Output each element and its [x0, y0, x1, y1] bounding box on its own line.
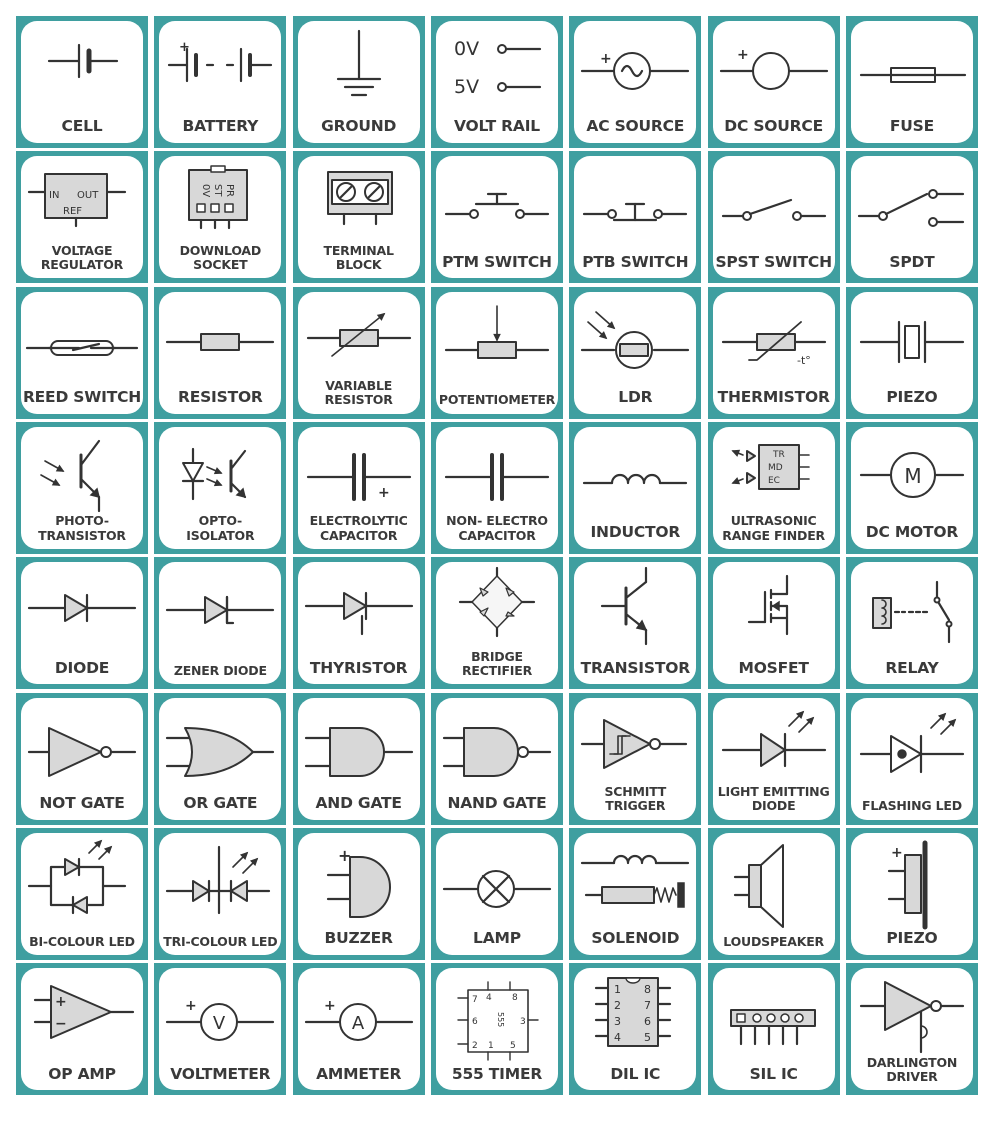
symbol-card [21, 21, 143, 143]
symbol-label-line: MOSFET [738, 658, 809, 677]
svg-text:V: V [213, 1013, 226, 1035]
symbol-label [159, 795, 281, 813]
symbol-label-line: SPDT [889, 252, 935, 271]
symbol-tile [154, 16, 286, 148]
symbol-tile [154, 151, 286, 283]
symbol-label-line: OPTO- [198, 513, 243, 529]
symbol-tile [708, 16, 840, 148]
symbol-label-line: REGULATOR [40, 256, 124, 272]
symbol-label-line: THERMISTOR [717, 387, 830, 406]
symbol-label-line: VARIABLE [325, 377, 393, 393]
symbol-label-line: DARLINGTON [866, 1054, 958, 1070]
symbol-card [159, 156, 281, 278]
symbol-card [21, 156, 143, 278]
symbol-label-line: AND GATE [315, 793, 402, 812]
svg-text:8: 8 [644, 983, 652, 997]
symbol-tile [431, 16, 563, 148]
symbol-card [713, 427, 835, 549]
symbol-tile [154, 557, 286, 689]
symbol-label-line: CAPACITOR [458, 527, 536, 543]
symbol-label [574, 660, 696, 678]
symbol-label [436, 393, 558, 407]
symbol-label [159, 389, 281, 407]
symbol-label [574, 930, 696, 948]
svg-text:IN: IN [49, 190, 60, 202]
symbol-card [21, 968, 143, 1090]
symbol-label [298, 1066, 420, 1084]
symbol-label [21, 514, 143, 543]
symbol-tile [846, 693, 978, 825]
symbol-card [851, 698, 973, 820]
symbol-tile [708, 422, 840, 554]
symbol-label-line: PIEZO [886, 387, 938, 406]
symbol-label [159, 935, 281, 949]
symbol-label-line: RELAY [885, 658, 939, 677]
symbol-label-line: FUSE [889, 117, 935, 136]
symbol-card [574, 427, 696, 549]
svg-text:2: 2 [471, 1041, 478, 1052]
svg-text:4: 4 [614, 1031, 622, 1045]
symbol-tile [846, 16, 978, 148]
symbol-label-line: BUZZER [324, 929, 393, 948]
symbol-card [21, 698, 143, 820]
symbol-label-line: BATTERY [182, 117, 259, 136]
symbol-card [298, 21, 420, 143]
symbol-card [436, 562, 558, 684]
symbol-card [298, 833, 420, 955]
symbol-label [713, 118, 835, 136]
symbol-card [298, 562, 420, 684]
symbol-label [713, 785, 835, 814]
symbol-card [713, 21, 835, 143]
symbol-label-line: BLOCK [335, 256, 382, 272]
symbol-tile [708, 693, 840, 825]
symbol-card [574, 968, 696, 1090]
symbol-card [298, 427, 420, 549]
symbol-label [713, 935, 835, 949]
symbol-label-line: VOLTMETER [170, 1064, 271, 1083]
symbol-label [436, 795, 558, 813]
symbol-card [574, 292, 696, 414]
symbol-card [436, 21, 558, 143]
svg-text:0V: 0V [453, 38, 480, 60]
symbol-card [159, 427, 281, 549]
symbol-card [574, 698, 696, 820]
symbol-label-line: INDUCTOR [590, 523, 681, 542]
symbol-label-line: LAMP [473, 929, 521, 948]
symbol-card [159, 562, 281, 684]
symbol-card [436, 833, 558, 955]
svg-text:REF: REF [63, 206, 83, 218]
symbol-label [713, 514, 835, 543]
symbol-label-line: TRANSISTOR [580, 658, 690, 677]
symbol-tile [293, 422, 425, 554]
symbol-tile [708, 828, 840, 960]
svg-text:A: A [351, 1013, 364, 1035]
symbol-card [851, 156, 973, 278]
symbol-tile [16, 287, 148, 419]
symbol-label [436, 650, 558, 679]
symbol-card [713, 833, 835, 955]
symbol-label [298, 514, 420, 543]
symbol-tile [16, 963, 148, 1095]
symbol-label-line: DIODE [751, 798, 796, 814]
svg-text:PR: PR [224, 184, 236, 198]
symbol-tile [293, 287, 425, 419]
symbol-label [713, 254, 835, 272]
symbol-label [21, 795, 143, 813]
symbol-label-line: PHOTO- [55, 513, 109, 529]
symbol-tile [16, 693, 148, 825]
svg-text:8: 8 [511, 993, 518, 1004]
svg-text:7: 7 [644, 999, 652, 1013]
symbol-label [21, 389, 143, 407]
symbol-label-line: CELL [61, 117, 103, 136]
symbol-label-line: ZENER DIODE [173, 663, 267, 679]
symbol-card [436, 292, 558, 414]
symbol-tile [431, 963, 563, 1095]
symbol-card [851, 292, 973, 414]
symbol-label [713, 660, 835, 678]
symbol-card [436, 156, 558, 278]
svg-text:5: 5 [644, 1031, 652, 1045]
symbol-label-line: DIODE [54, 658, 110, 677]
symbol-tile [154, 422, 286, 554]
symbol-label [851, 1056, 973, 1085]
symbol-label-line: SOLENOID [591, 929, 680, 948]
symbol-label-line: ULTRASONIC [730, 513, 817, 529]
symbol-label-line: NOT GATE [39, 793, 125, 812]
svg-text:−: − [55, 1016, 67, 1033]
symbol-tile [293, 557, 425, 689]
symbol-tile [846, 422, 978, 554]
symbol-label [574, 118, 696, 136]
symbol-label [21, 244, 143, 273]
symbol-label-line: BRIDGE [471, 648, 523, 664]
symbol-label [21, 1066, 143, 1084]
symbol-label-line: TERMINAL [323, 242, 394, 258]
symbol-card [574, 21, 696, 143]
symbol-label-line: LOUDSPEAKER [723, 933, 824, 949]
symbol-tile [708, 557, 840, 689]
svg-text:3: 3 [614, 1015, 622, 1029]
svg-text:+: + [179, 40, 191, 55]
symbol-card [851, 833, 973, 955]
symbol-tile [16, 16, 148, 148]
symbol-label-line: RESISTOR [177, 387, 263, 406]
symbol-card [21, 427, 143, 549]
symbol-label [298, 244, 420, 273]
symbol-label-line: REED SWITCH [22, 387, 142, 406]
symbol-label-line: TRIGGER [605, 798, 666, 814]
symbol-card [298, 698, 420, 820]
symbol-tile [16, 557, 148, 689]
symbol-tile [293, 963, 425, 1095]
symbol-label-line: NAND GATE [447, 793, 547, 812]
symbol-label-line: VOLTAGE [51, 242, 113, 258]
svg-text:6: 6 [471, 1017, 478, 1028]
symbol-label-line: NON- ELECTRO [446, 513, 548, 529]
svg-text:M: M [904, 464, 922, 489]
symbol-tile [431, 422, 563, 554]
svg-text:7: 7 [471, 995, 478, 1006]
symbol-label-line: RESISTOR [324, 392, 393, 408]
symbol-tile [846, 151, 978, 283]
symbol-label [713, 389, 835, 407]
symbol-label-line: POTENTIOMETER [438, 392, 556, 408]
symbol-label [574, 389, 696, 407]
symbol-card [436, 698, 558, 820]
symbol-tile [846, 557, 978, 689]
symbol-label [298, 379, 420, 408]
symbol-label [159, 1066, 281, 1084]
symbol-label-line: AMMETER [316, 1064, 402, 1083]
symbol-label-line: LDR [618, 387, 653, 406]
symbol-label-line: ISOLATOR [186, 527, 255, 543]
symbol-label-line: PIEZO [886, 929, 938, 948]
symbol-tile [154, 963, 286, 1095]
symbol-tile [293, 16, 425, 148]
symbol-label [436, 514, 558, 543]
symbol-tile [569, 287, 701, 419]
svg-text:+: + [55, 994, 67, 1011]
svg-text:0V: 0V [200, 184, 212, 198]
symbol-card [713, 968, 835, 1090]
svg-text:ST: ST [212, 184, 224, 197]
symbol-label [851, 524, 973, 542]
svg-text:+: + [377, 485, 390, 502]
symbol-label-line: BI-COLOUR LED [29, 933, 135, 949]
symbol-label-line: DC SOURCE [724, 117, 823, 136]
symbol-label-line: THYRISTOR [309, 658, 408, 677]
symbol-label-line: DOWNLOAD [179, 242, 262, 258]
symbol-card [159, 833, 281, 955]
symbol-tile [569, 557, 701, 689]
symbol-label-line: LIGHT EMITTING [717, 784, 830, 799]
symbol-tile [569, 963, 701, 1095]
symbol-label-line: ELECTROLYTIC [309, 513, 408, 529]
symbol-label [298, 930, 420, 948]
symbol-label [436, 118, 558, 136]
symbol-label-line: DRIVER [886, 1069, 938, 1085]
symbol-label [159, 244, 281, 273]
symbol-tile [431, 557, 563, 689]
svg-text:TR: TR [772, 450, 785, 461]
symbol-label-line: OP AMP [48, 1064, 116, 1083]
symbol-card [713, 292, 835, 414]
symbol-label [436, 1066, 558, 1084]
symbol-label [851, 118, 973, 136]
symbol-label-line: 555 TIMER [451, 1064, 543, 1083]
symbol-label-line: OR GATE [183, 793, 258, 812]
symbol-label-line: SIL IC [749, 1064, 798, 1083]
svg-text:-t°: -t° [796, 353, 811, 367]
symbol-tile [293, 151, 425, 283]
symbol-tile [431, 151, 563, 283]
svg-text:+: + [600, 51, 613, 67]
symbol-label [436, 930, 558, 948]
symbol-card [713, 156, 835, 278]
svg-text:EC: EC [767, 476, 780, 487]
svg-text:555: 555 [495, 1012, 505, 1028]
symbol-label [159, 118, 281, 136]
symbol-card [298, 156, 420, 278]
symbol-card [21, 833, 143, 955]
symbol-card [159, 292, 281, 414]
symbol-label [851, 660, 973, 678]
symbol-card [436, 968, 558, 1090]
symbol-label-line: DIL IC [610, 1064, 661, 1083]
symbol-label [574, 1066, 696, 1084]
symbol-label-line: AC SOURCE [586, 117, 685, 136]
symbol-label-line: SPST SWITCH [715, 252, 832, 271]
symbol-label [713, 1066, 835, 1084]
symbol-tile [154, 693, 286, 825]
symbol-card [713, 562, 835, 684]
symbol-label [298, 118, 420, 136]
symbol-label-line: VOLT RAIL [454, 117, 540, 136]
symbol-tile [569, 422, 701, 554]
symbol-card [159, 968, 281, 1090]
symbol-card [21, 292, 143, 414]
symbol-label-line: PTM SWITCH [442, 252, 552, 271]
symbol-card [574, 562, 696, 684]
symbol-tile [293, 828, 425, 960]
symbol-tile [569, 151, 701, 283]
symbol-tile [154, 828, 286, 960]
symbol-label-line: TRI-COLOUR LED [163, 933, 278, 949]
symbol-label-line: SCHMITT [604, 784, 667, 799]
symbol-tile [16, 422, 148, 554]
svg-text:+: + [890, 845, 903, 862]
symbol-tile [431, 693, 563, 825]
symbol-card [574, 156, 696, 278]
symbol-card [851, 21, 973, 143]
symbol-tile [846, 963, 978, 1095]
symbol-label [851, 930, 973, 948]
symbol-card [298, 968, 420, 1090]
symbol-card [159, 698, 281, 820]
svg-text:+: + [185, 998, 198, 1015]
symbol-label-line: TRANSISTOR [38, 527, 126, 543]
symbol-label [21, 935, 143, 949]
symbol-tile [569, 693, 701, 825]
symbol-tile [154, 287, 286, 419]
symbol-card [21, 562, 143, 684]
symbol-card [851, 427, 973, 549]
svg-text:MD: MD [767, 463, 783, 474]
symbol-label-line: RECTIFIER [461, 663, 533, 679]
symbol-label [851, 389, 973, 407]
symbol-card [298, 292, 420, 414]
symbol-label-line: GROUND [321, 117, 397, 136]
svg-text:OUT: OUT [77, 190, 99, 202]
symbol-tile [569, 16, 701, 148]
symbol-tile [708, 287, 840, 419]
symbol-label-line: RANGE FINDER [722, 527, 825, 543]
svg-text:+: + [736, 47, 749, 63]
symbol-label [851, 254, 973, 272]
symbol-card [436, 427, 558, 549]
symbol-label [298, 660, 420, 678]
symbol-label [436, 254, 558, 272]
symbol-card [851, 968, 973, 1090]
svg-text:5V: 5V [453, 76, 480, 98]
symbol-tile [846, 287, 978, 419]
symbol-label [159, 514, 281, 543]
svg-text:+: + [337, 846, 352, 866]
svg-text:5: 5 [509, 1041, 516, 1052]
symbol-label [574, 524, 696, 542]
svg-text:+: + [323, 998, 336, 1015]
symbol-tile [708, 963, 840, 1095]
symbol-label-line: DC MOTOR [865, 523, 959, 542]
symbol-tile [16, 151, 148, 283]
svg-text:4: 4 [485, 993, 492, 1004]
svg-text:6: 6 [644, 1015, 652, 1029]
symbol-card [159, 21, 281, 143]
symbol-tile [431, 287, 563, 419]
symbol-label [159, 664, 281, 678]
symbol-tile [16, 828, 148, 960]
symbol-label-line: FLASHING LED [862, 798, 962, 814]
symbol-label [298, 795, 420, 813]
symbol-label-line: PTB SWITCH [582, 252, 689, 271]
symbol-label [21, 660, 143, 678]
symbol-label-line: CAPACITOR [319, 527, 398, 543]
svg-text:1: 1 [614, 983, 622, 997]
symbol-label-line: SOCKET [193, 256, 248, 272]
symbol-label [21, 118, 143, 136]
symbol-tile [569, 828, 701, 960]
symbol-card [713, 698, 835, 820]
symbol-label [574, 254, 696, 272]
svg-text:3: 3 [519, 1017, 526, 1028]
symbol-label [851, 799, 973, 813]
symbol-label [574, 785, 696, 814]
symbol-tile [293, 693, 425, 825]
symbol-tile [708, 151, 840, 283]
svg-text:2: 2 [614, 999, 622, 1013]
symbol-card [574, 833, 696, 955]
symbol-tile [846, 828, 978, 960]
symbol-card [851, 562, 973, 684]
svg-text:1: 1 [487, 1041, 494, 1052]
symbol-tile [431, 828, 563, 960]
